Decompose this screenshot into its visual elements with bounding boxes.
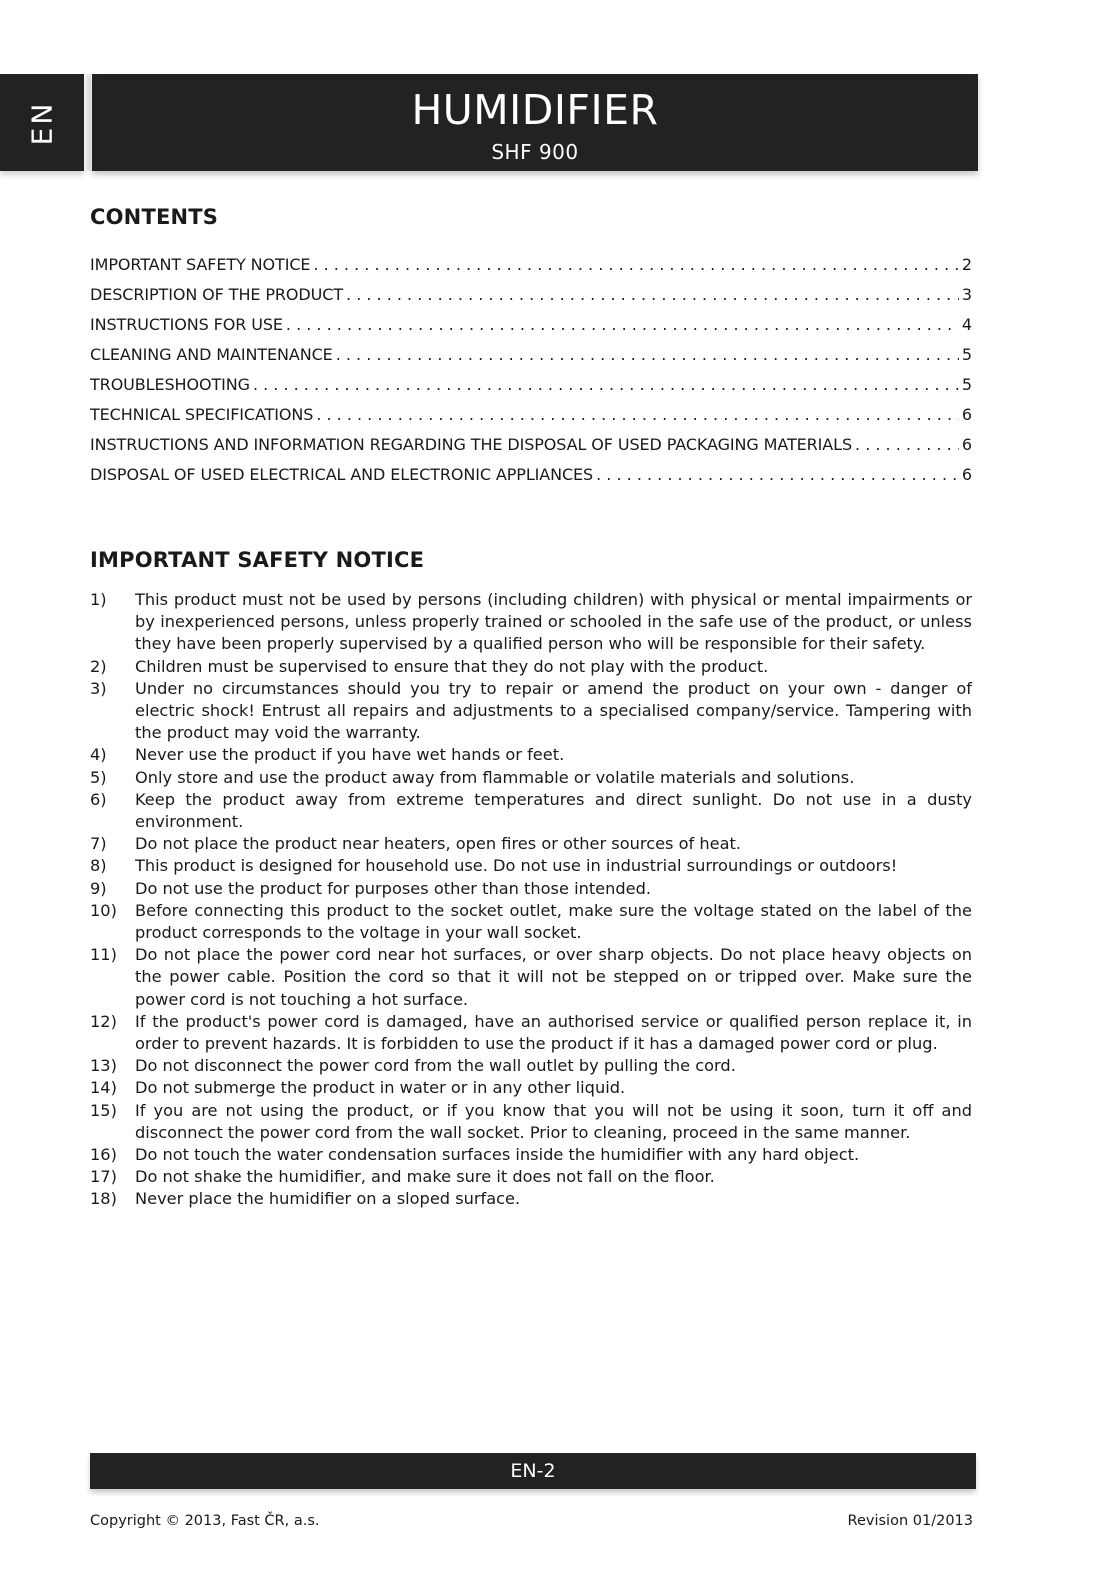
item-text: Do not place the product near heaters, open fires or other sources of heat. bbox=[135, 834, 742, 854]
toc-item-label: DISPOSAL OF USED ELECTRICAL AND ELECTRONIC APPLIANCES bbox=[90, 465, 594, 484]
toc-leader-dots bbox=[286, 314, 959, 336]
toc-item bbox=[90, 314, 972, 344]
list-item bbox=[90, 900, 972, 944]
item-number: 5) bbox=[90, 767, 107, 787]
toc-item bbox=[90, 464, 972, 494]
item-text: Keep the product away from extreme temperatures and direct sunlight. Do not use in a dusty environment. bbox=[135, 789, 972, 832]
page-number: EN-2 bbox=[510, 1460, 556, 1482]
contents-heading: CONTENTS bbox=[90, 205, 219, 229]
item-number: 17) bbox=[90, 1167, 117, 1187]
item-text: Do not touch the water condensation surfaces inside the humidifier with any hard object. bbox=[135, 1145, 860, 1165]
toc-leader-dots bbox=[596, 464, 959, 486]
toc-item-label: IMPORTANT SAFETY NOTICE bbox=[90, 255, 311, 274]
list-item bbox=[90, 1144, 972, 1166]
item-text: Under no circumstances should you try to repair or amend the product on your own - danger of electric shock! Entrust all repairs and adjustments to a specialised company/service. Tampering with the product may void the warranty. bbox=[135, 678, 972, 743]
item-number: 3) bbox=[90, 678, 107, 698]
list-item bbox=[90, 944, 972, 1011]
list-item bbox=[90, 678, 972, 745]
item-number: 8) bbox=[90, 856, 107, 876]
item-text: Do not place the power cord near hot surfaces, or over sharp objects. Do not place heavy objects on the power cable. Position the cord so that it will not be stepped on or tripped over. Make sure the power cord is not touching a hot surface. bbox=[135, 945, 972, 1009]
toc-item-page: 5 bbox=[961, 375, 972, 394]
item-text: This product is designed for household use. Do not use in industrial surroundings or outdoors! bbox=[135, 856, 898, 876]
toc-leader-dots bbox=[336, 344, 959, 366]
toc-item bbox=[90, 284, 972, 314]
item-number: 11) bbox=[90, 945, 117, 965]
toc-item-page: 5 bbox=[961, 345, 972, 364]
toc-item-label: TROUBLESHOOTING bbox=[90, 375, 250, 394]
item-number: 13) bbox=[90, 1056, 117, 1076]
item-number: 15) bbox=[90, 1100, 117, 1120]
page-number-bar bbox=[90, 1453, 976, 1489]
item-text: If you are not using the product, or if you know that you will not be using it soon, turn it off and disconnect the power cord from the wall socket. Prior to cleaning, proceed in the same manner. bbox=[135, 1100, 972, 1142]
list-item bbox=[90, 1188, 972, 1210]
item-number: 16) bbox=[90, 1145, 117, 1165]
item-number: 6) bbox=[90, 789, 107, 809]
item-number: 18) bbox=[90, 1189, 117, 1209]
item-number: 9) bbox=[90, 878, 107, 898]
toc-item-page: 6 bbox=[961, 405, 972, 424]
list-item bbox=[90, 744, 972, 766]
item-number: 12) bbox=[90, 1011, 117, 1031]
toc-item-page: 3 bbox=[961, 285, 972, 304]
tab-separator bbox=[86, 74, 91, 171]
toc-item-label: DESCRIPTION OF THE PRODUCT bbox=[90, 285, 344, 304]
item-text: Do not shake the humidifier, and make sure it does not fall on the floor. bbox=[135, 1167, 715, 1187]
item-number: 2) bbox=[90, 656, 107, 676]
item-text: This product must not be used by persons (including children) with physical or mental impairments or by inexperienced persons, unless properly trained or schooled in the safe use of the product, or unless they have been properly supervised by a qualified person who will be responsible for their safety. bbox=[135, 590, 972, 654]
item-text: Do not use the product for purposes other than those intended. bbox=[135, 878, 652, 898]
list-item bbox=[90, 1166, 972, 1188]
list-item bbox=[90, 1011, 972, 1055]
list-item bbox=[90, 833, 972, 855]
toc-item bbox=[90, 344, 972, 374]
language-tab-label: EN bbox=[25, 100, 59, 145]
item-text: Only store and use the product away from flammable or volatile materials and solutions. bbox=[135, 767, 855, 787]
item-text: If the product's power cord is damaged, have an authorised service or qualified person replace it, in order to prevent hazards. It is forbidden to use the product if it has a damaged power cord or plug. bbox=[135, 1011, 972, 1054]
toc-item bbox=[90, 404, 972, 434]
toc-leader-dots bbox=[313, 254, 959, 276]
item-number: 10) bbox=[90, 900, 117, 920]
toc-item bbox=[90, 254, 972, 284]
toc-leader-dots bbox=[316, 404, 959, 426]
toc-item-label: TECHNICAL SPECIFICATIONS bbox=[90, 405, 314, 424]
safety-notice-list bbox=[90, 589, 972, 1211]
toc-item-label: INSTRUCTIONS FOR USE bbox=[90, 315, 283, 334]
item-number: 14) bbox=[90, 1078, 117, 1098]
toc-leader-dots bbox=[855, 434, 959, 456]
model-number: SHF 900 bbox=[491, 140, 579, 164]
list-item bbox=[90, 656, 972, 678]
document-title: HUMIDIFIER bbox=[411, 86, 659, 134]
item-number: 7) bbox=[90, 834, 107, 854]
language-tab bbox=[0, 74, 84, 171]
list-item bbox=[90, 767, 972, 789]
toc-item bbox=[90, 374, 972, 404]
toc-item-label: CLEANING AND MAINTENANCE bbox=[90, 345, 333, 364]
list-item bbox=[90, 789, 972, 833]
item-number: 4) bbox=[90, 745, 107, 765]
toc-leader-dots bbox=[346, 284, 959, 306]
list-item bbox=[90, 855, 972, 877]
toc-leader-dots bbox=[253, 374, 959, 396]
header-banner bbox=[92, 74, 978, 171]
item-text: Do not submerge the product in water or in any other liquid. bbox=[135, 1078, 626, 1098]
toc-item bbox=[90, 434, 972, 464]
table-of-contents bbox=[90, 254, 972, 494]
list-item bbox=[90, 1100, 972, 1144]
item-number: 1) bbox=[90, 590, 107, 609]
item-text: Before connecting this product to the socket outlet, make sure the voltage stated on the label of the product corresponds to the voltage in your wall socket. bbox=[135, 900, 972, 943]
copyright-text: Copyright © 2013, Fast ČR, a.s. bbox=[90, 1513, 320, 1529]
toc-item-page: 6 bbox=[961, 465, 972, 484]
list-item bbox=[90, 1077, 972, 1099]
revision-text: Revision 01/2013 bbox=[847, 1513, 973, 1529]
list-item bbox=[90, 589, 972, 656]
item-text: Children must be supervised to ensure that they do not play with the product. bbox=[135, 656, 769, 676]
safety-notice-heading: IMPORTANT SAFETY NOTICE bbox=[90, 548, 425, 572]
item-text: Never place the humidifier on a sloped surface. bbox=[135, 1189, 521, 1209]
item-text: Do not disconnect the power cord from the wall outlet by pulling the cord. bbox=[135, 1056, 736, 1076]
toc-item-page: 4 bbox=[961, 315, 972, 334]
item-text: Never use the product if you have wet hands or feet. bbox=[135, 745, 565, 765]
toc-item-label: INSTRUCTIONS AND INFORMATION REGARDING THE DISPOSAL OF USED PACKAGING MATERIALS bbox=[90, 435, 853, 454]
list-item bbox=[90, 1055, 972, 1077]
list-item bbox=[90, 878, 972, 900]
toc-item-page: 2 bbox=[961, 255, 972, 274]
toc-item-page: 6 bbox=[961, 435, 972, 454]
